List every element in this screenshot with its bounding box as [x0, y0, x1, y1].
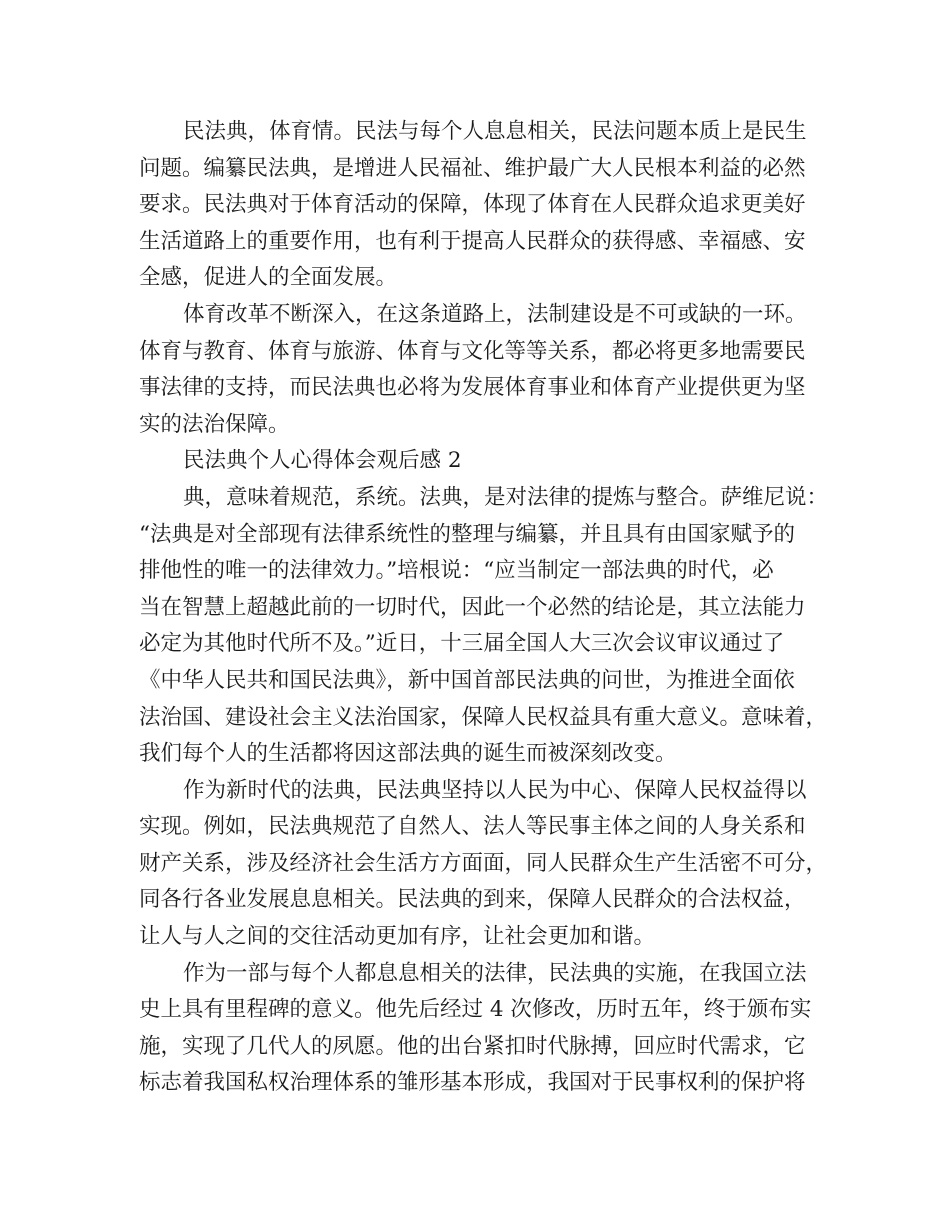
- text-line: 作为新时代的法典，民法典坚持以人民为中心、保障人民权益得以: [183, 777, 807, 803]
- text-line: 我们每个人的生活都将因这部法典的诞生而被深刻改变。: [139, 741, 677, 767]
- section-heading: 民法典个人心得体会观后感 2: [183, 448, 462, 474]
- text-line: 事法律的支持，而民法典也必将为发展体育事业和体育产业提供更为坚: [139, 375, 806, 401]
- document-page: [139, 114, 829, 1102]
- text-line: 当在智慧上超越此前的一切时代，因此一个必然的结论是，其立法能力: [139, 594, 806, 620]
- text-line: 作为一部与每个人都息息相关的法律，民法典的实施，在我国立法: [183, 960, 807, 986]
- text-line: 民法典，体育情。民法与每个人息息相关，民法问题本质上是民生: [183, 119, 807, 144]
- text-line: 典，意味着规范，系统。法典，是对法律的提炼与整合。萨维尼说：: [183, 484, 829, 510]
- text-line: 财产关系，涉及经济社会生活方方面面，同人民群众生产生活密不可分，: [139, 850, 828, 876]
- text-line: 问题。编纂民法典，是增进人民福祉、维护最广大人民根本利益的必然: [139, 155, 806, 181]
- text-line: 要求。民法典对于体育活动的保障，体现了体育在人民群众追求更美好: [139, 192, 806, 218]
- text-line: 实的法治保障。: [139, 411, 290, 437]
- text-line: 全感，促进人的全面发展。: [139, 265, 398, 291]
- text-line: 体育改革不断深入，在这条道路上，法制建设是不可或缺的一环。: [183, 301, 807, 327]
- text-line: 排他性的唯一的法律效力。”培根说：“应当制定一部法典的时代，必: [139, 558, 774, 584]
- text-line: 让人与人之间的交往活动更加有序，让社会更加和谐。: [139, 924, 656, 950]
- text-line: 《中华人民共和国民法典》，新中国首部民法典的问世，为推进全面依: [139, 667, 795, 693]
- text-line: 史上具有里程碑的意义。他先后经过 4 次修改，历时五年，终于颁布实: [139, 997, 812, 1023]
- text-line: 生活道路上的重要作用，也有利于提高人民群众的获得感、幸福感、安: [139, 228, 806, 254]
- text-line: 标志着我国私权治理体系的雏形基本形成，我国对于民事权利的保护将: [139, 1070, 806, 1096]
- text-line: 施，实现了几代人的夙愿。他的出台紧扣时代脉搏，回应时代需求，它: [139, 1033, 806, 1059]
- text-line: “法典是对全部现有法律系统性的整理与编纂，并且具有由国家赋予的: [139, 521, 795, 547]
- text-line: 必定为其他时代所不及。”近日，十三届全国人大三次会议审议通过了: [139, 631, 785, 657]
- text-line: 体育与教育、体育与旅游、体育与文化等等关系，都必将更多地需要民: [139, 338, 806, 364]
- text-line: 同各行各业发展息息相关。民法典的到来，保障人民群众的合法权益，: [139, 887, 806, 913]
- text-line: 实现。例如，民法典规范了自然人、法人等民事主体之间的人身关系和: [139, 814, 806, 840]
- text-line: 法治国、建设社会主义法治国家，保障人民权益具有重大意义。意味着，: [139, 704, 828, 730]
